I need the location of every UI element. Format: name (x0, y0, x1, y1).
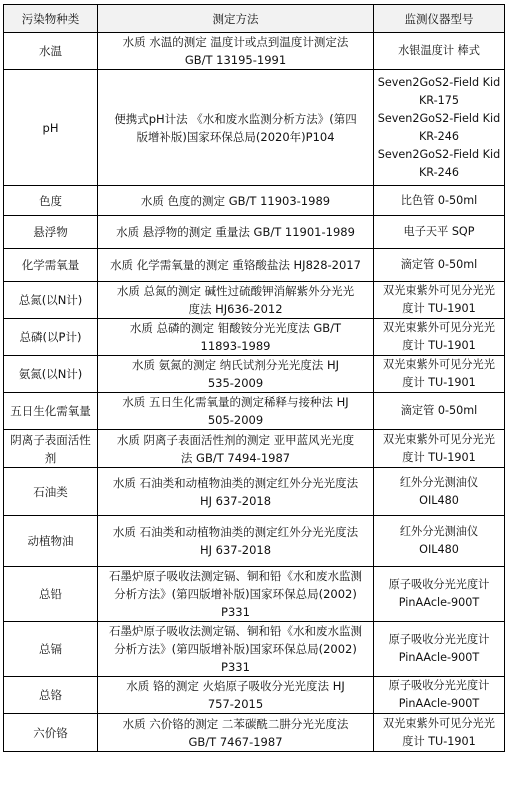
pollutant-cell: 总镉 (4, 622, 98, 677)
method-cell (98, 393, 374, 430)
instrument-line: 双光束紫外可见分光光 (383, 284, 495, 297)
table-row (4, 567, 505, 622)
method-line: 水质 石油类和动植物油类的测定红外分光光度法 (112, 475, 359, 490)
instrument-cell (374, 393, 505, 430)
method-line: 水质 阴离子表面活性剂的测定 亚甲蓝风光光度 (116, 432, 355, 447)
pollutant-cell: 石油类 (4, 468, 98, 516)
instrument-line: 原子吸收分光光度计 (388, 633, 490, 646)
instrument-line: 红外分光测油仪 (399, 475, 479, 489)
method-line: 水质 总氮的测定 碱性过硫酸钾消解紫外分光光 (116, 284, 355, 298)
instrument-line: 度计 TU-1901 (402, 339, 476, 352)
method-cell (98, 430, 374, 468)
instrument-line: PinAAcle-900T (398, 697, 480, 710)
method-cell (98, 567, 374, 622)
pollutant-cell: 总氮(以N计) (4, 282, 98, 319)
pollutant-cell: 阴离子表面活性剂 (4, 430, 98, 468)
method-line: 水质 色度的测定 GB/T 11903-1989 (140, 193, 331, 208)
method-line: P331 (221, 660, 250, 674)
instrument-line: 双光束紫外可见分光光 (383, 358, 495, 371)
pollutant-cell: 悬浮物 (4, 216, 98, 249)
method-line: HJ 637-2018 (199, 493, 272, 508)
method-cell (98, 282, 374, 319)
table-row (4, 714, 505, 752)
pollutant-cell: 色度 (4, 186, 98, 216)
instrument-line: OIL480 (419, 543, 459, 556)
pollutant-cell: 总磷(以P计) (4, 319, 98, 356)
method-cell (98, 249, 374, 282)
instrument-line: KR-246 (418, 129, 460, 143)
table-body (4, 33, 505, 752)
method-line: P331 (221, 605, 250, 619)
instrument-line: 水银温度计 棒式 (398, 44, 480, 57)
pollutant-cell: 总铬 (4, 677, 98, 714)
table-row (4, 468, 505, 516)
instrument-line: OIL480 (419, 493, 459, 507)
instrument-cell (374, 216, 505, 249)
method-line: 535-2009 (207, 376, 264, 390)
pollutant-cell: 化学需氧量 (4, 249, 98, 282)
instrument-cell (374, 186, 505, 216)
table-row (4, 186, 505, 216)
instrument-line: 双光束紫外可见分光光 (383, 321, 495, 334)
method-cell (98, 516, 374, 567)
instrument-line: 度计 TU-1901 (402, 302, 476, 315)
instrument-line: 滴定管 0-50ml (400, 258, 478, 271)
method-cell (98, 33, 374, 70)
pollutant-cell: 六价铬 (4, 714, 98, 752)
instrument-line: 电子天平 SQP (403, 225, 475, 238)
instrument-cell (374, 430, 505, 468)
header-row (4, 5, 505, 33)
instrument-line: 度计 TU-1901 (402, 376, 476, 389)
table-row (4, 33, 505, 70)
method-line: 505-2009 (207, 413, 264, 427)
table-row (4, 319, 505, 356)
instrument-line: 度计 TU-1901 (402, 734, 476, 748)
monitoring-methods-table (3, 4, 505, 752)
method-cell (98, 216, 374, 249)
method-cell (98, 356, 374, 393)
instrument-line: Seven2GoS2-Field Kid (377, 75, 501, 89)
pollutant-cell: 水温 (4, 33, 98, 70)
table-row (4, 282, 505, 319)
method-line: 水质 五日生化需氧量的测定稀释与接种法 HJ (122, 395, 349, 409)
method-line: 11893-1989 (200, 339, 271, 353)
method-cell (98, 468, 374, 516)
method-line: 分析方法》(第四版增补版)国家环保总局(2002) (114, 642, 357, 656)
instrument-line: 度计 TU-1901 (402, 450, 476, 464)
method-cell (98, 714, 374, 752)
instrument-cell (374, 70, 505, 186)
instrument-cell (374, 33, 505, 70)
method-line: 石墨炉原子吸收法测定镉、铜和铅《水和废水监测 (109, 624, 362, 638)
method-line: 水质 石油类和动植物油类的测定红外分光光度法 (112, 525, 359, 539)
method-line: 水质 六价铬的测定 二苯碳酰二肼分光光度法 (122, 716, 349, 731)
table-row (4, 249, 505, 282)
pollutant-cell: 五日生化需氧量 (4, 393, 98, 430)
method-line: 版增补版)国家环保总局(2020年)P104 (136, 129, 335, 144)
method-line: 分析方法》(第四版增补版)国家环保总局(2002) (114, 587, 357, 601)
instrument-line: 双光束紫外可见分光光 (383, 716, 495, 730)
method-line: 法 GB/T 7494-1987 (180, 450, 291, 465)
instrument-line: 原子吸收分光光度计 (388, 578, 490, 591)
instrument-cell (374, 468, 505, 516)
table-row (4, 622, 505, 677)
table-row (4, 356, 505, 393)
instrument-line: PinAAcle-900T (398, 651, 480, 664)
table-row (4, 430, 505, 468)
instrument-line: Seven2GoS2-Field Kid (377, 111, 501, 125)
pollutant-cell: 氨氮(以N计) (4, 356, 98, 393)
table-row (4, 216, 505, 249)
method-line: GB/T 13195-1991 (184, 53, 287, 67)
instrument-line: 双光束紫外可见分光光 (383, 432, 495, 446)
instrument-cell (374, 319, 505, 356)
method-cell (98, 186, 374, 216)
table-row (4, 516, 505, 567)
method-line: 石墨炉原子吸收法测定镉、铜和铅《水和废水监测 (109, 569, 362, 583)
instrument-line: Seven2GoS2-Field Kid (377, 147, 501, 161)
instrument-cell (374, 567, 505, 622)
method-line: 水质 水温的测定 温度计或点到温度计测定法 (122, 35, 349, 49)
method-cell (98, 677, 374, 714)
method-cell (98, 70, 374, 186)
method-line: 水质 悬浮物的测定 重量法 GB/T 11901-1989 (116, 225, 355, 239)
method-cell (98, 622, 374, 677)
table-row (4, 393, 505, 430)
instrument-line: 红外分光测油仪 (399, 525, 479, 538)
method-cell (98, 319, 374, 356)
header-instrument: 监测仪器型号 (374, 5, 505, 33)
instrument-cell (374, 249, 505, 282)
instrument-cell (374, 356, 505, 393)
instrument-cell (374, 677, 505, 714)
table-row (4, 677, 505, 714)
header-method: 测定方法 (98, 5, 374, 33)
method-line: 水质 化学需氧量的测定 重铬酸盐法 HJ828-2017 (110, 258, 361, 272)
method-line: 757-2015 (207, 697, 264, 711)
method-line: HJ 637-2018 (199, 543, 272, 557)
header-pollutant: 污染物种类 (4, 5, 98, 33)
instrument-cell (374, 714, 505, 752)
method-line: 水质 铬的测定 火焰原子吸收分光光度法 HJ (126, 679, 345, 693)
pollutant-cell: pH (4, 70, 98, 186)
instrument-line: PinAAcle-900T (398, 596, 480, 609)
method-line: 水质 总磷的测定 钼酸铵分光光度法 GB/T (129, 321, 342, 335)
method-line: 度法 HJ636-2012 (188, 302, 283, 316)
instrument-line: 比色管 0-50ml (400, 193, 478, 207)
method-line: GB/T 7467-1987 (188, 734, 283, 749)
instrument-line: 原子吸收分光光度计 (388, 679, 490, 692)
table-row (4, 70, 505, 186)
instrument-line: 滴定管 0-50ml (400, 404, 478, 417)
pollutant-cell: 动植物油 (4, 516, 98, 567)
pollutant-cell: 总铅 (4, 567, 98, 622)
method-line: 便携式pH计法 《水和废水监测分析方法》(第四 (114, 111, 357, 126)
method-line: 水质 氨氮的测定 纳氏试剂分光光度法 HJ (131, 358, 339, 372)
instrument-line: KR-246 (418, 165, 460, 179)
instrument-cell (374, 282, 505, 319)
instrument-cell (374, 516, 505, 567)
instrument-line: KR-175 (418, 93, 460, 107)
instrument-cell (374, 622, 505, 677)
